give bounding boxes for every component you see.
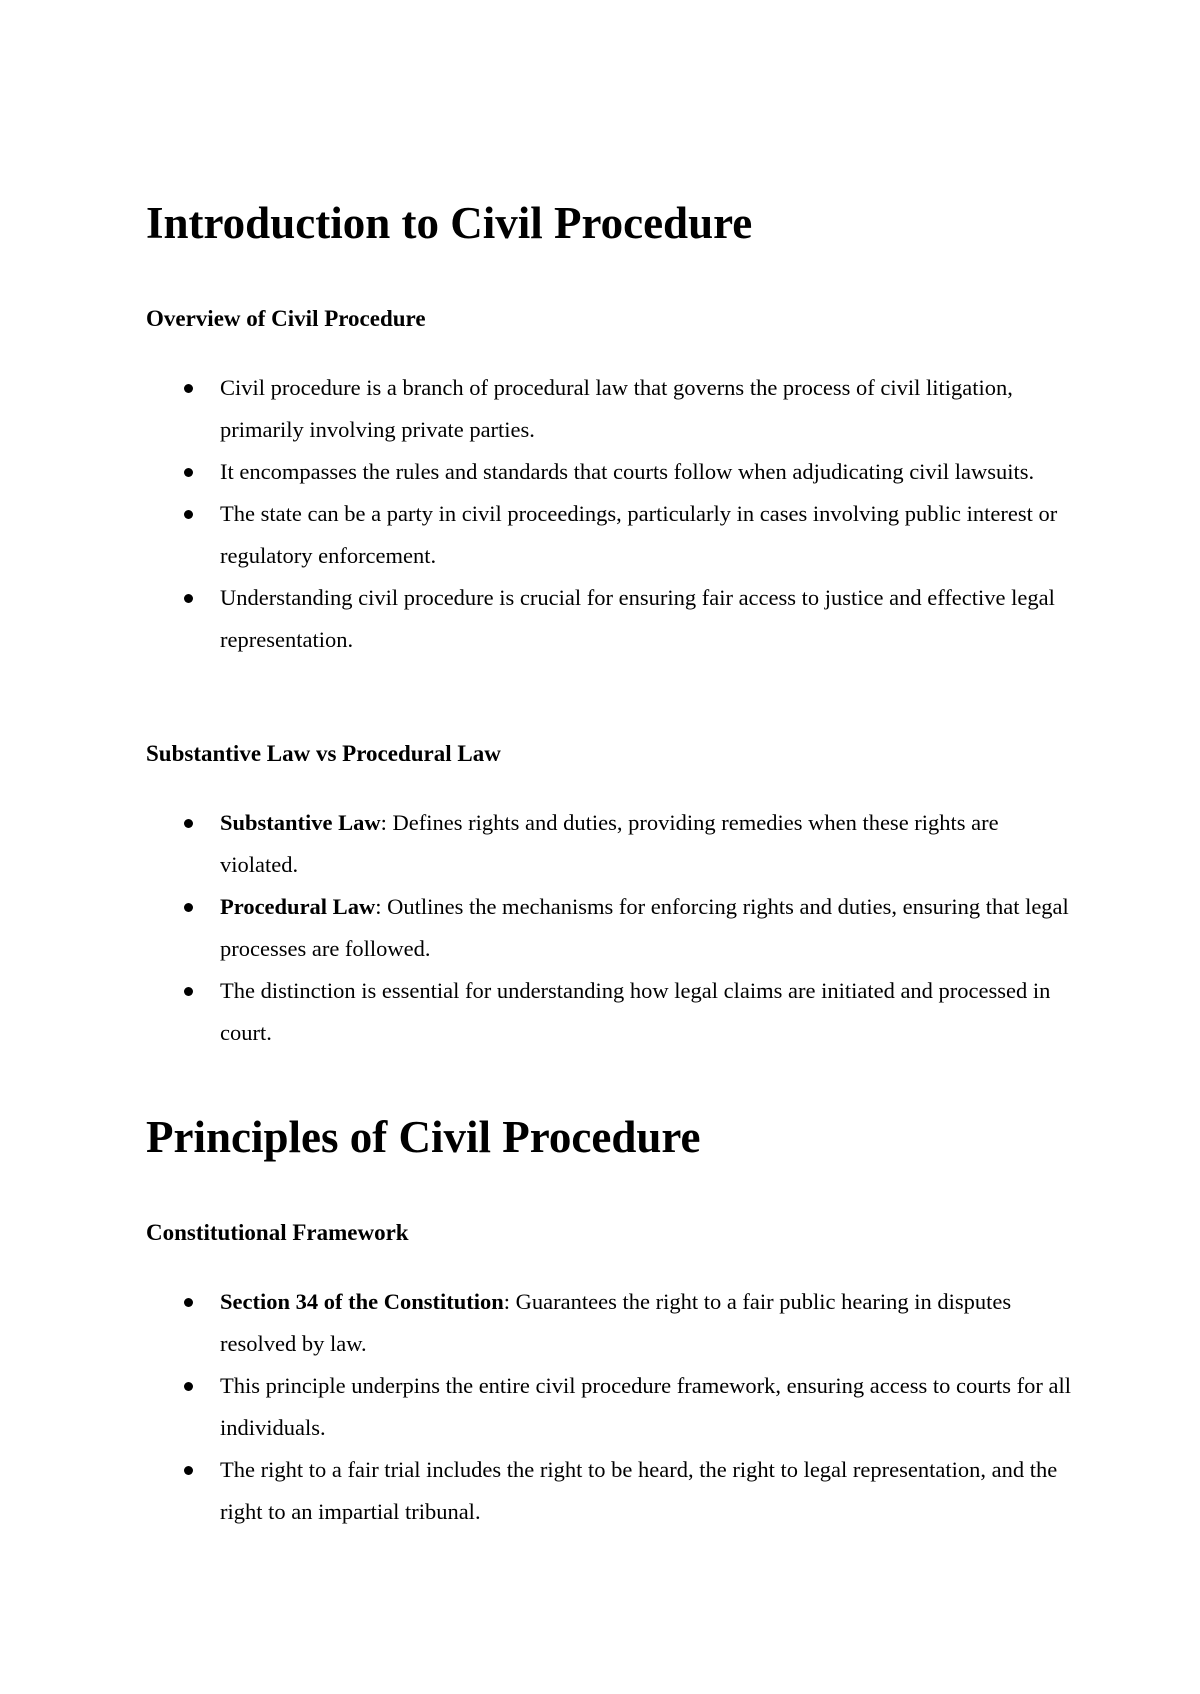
list-item <box>146 1281 1076 1365</box>
bullet-icon <box>184 1298 193 1307</box>
list-item <box>146 577 1076 661</box>
list-item <box>146 451 1076 493</box>
list-item <box>146 886 1076 970</box>
list-item <box>146 1449 1076 1533</box>
list-item <box>146 802 1076 886</box>
item-text: : Defines rights and duties, providing remedies when these rights are violated. <box>220 810 999 877</box>
bullet-icon <box>184 1382 193 1391</box>
list-item <box>146 367 1076 451</box>
bullet-icon <box>184 468 193 477</box>
item-term: Procedural Law <box>220 894 376 919</box>
item-text: Understanding civil procedure is crucial for ensuring fair access to justice and effective legal representation. <box>220 585 1055 652</box>
bullet-icon <box>184 819 193 828</box>
bullet-list <box>146 1281 1076 1533</box>
bullet-icon <box>184 987 193 996</box>
subsection-heading: Substantive Law vs Procedural Law <box>146 741 501 766</box>
bullet-icon <box>184 903 193 912</box>
item-text: The right to a fair trial includes the right to be heard, the right to legal representation, and the right to an impartial tribunal. <box>220 1457 1058 1524</box>
item-text: The distinction is essential for understanding how legal claims are initiated and processed in court. <box>220 978 1051 1045</box>
item-term: Section 34 of the Constitution <box>220 1289 504 1314</box>
bullet-icon <box>184 384 193 393</box>
item-text: This principle underpins the entire civil procedure framework, ensuring access to courts for all individuals. <box>220 1373 1071 1440</box>
item-text: Civil procedure is a branch of procedural law that governs the process of civil litigation, primarily involving private parties. <box>220 375 1013 442</box>
item-text: It encompasses the rules and standards that courts follow when adjudicating civil lawsuits. <box>220 459 1035 484</box>
section-title: Principles of Civil Procedure <box>146 1112 701 1162</box>
bullet-icon <box>184 594 193 603</box>
list-item <box>146 493 1076 577</box>
item-text: The state can be a party in civil proceedings, particularly in cases involving public interest or regulatory enforcement. <box>220 501 1058 568</box>
subsection-heading: Constitutional Framework <box>146 1220 409 1245</box>
bullet-list <box>146 802 1076 1054</box>
item-term: Substantive Law <box>220 810 381 835</box>
section-title: Introduction to Civil Procedure <box>146 198 753 248</box>
list-item <box>146 1365 1076 1449</box>
bullet-list <box>146 367 1076 661</box>
bullet-icon <box>184 1466 193 1475</box>
subsection-heading: Overview of Civil Procedure <box>146 306 426 331</box>
bullet-icon <box>184 510 193 519</box>
list-item <box>146 970 1076 1054</box>
item-text: : Guarantees the right to a fair public hearing in disputes resolved by law. <box>220 1289 1012 1356</box>
item-text: : Outlines the mechanisms for enforcing rights and duties, ensuring that legal processes are followed. <box>220 894 1069 961</box>
